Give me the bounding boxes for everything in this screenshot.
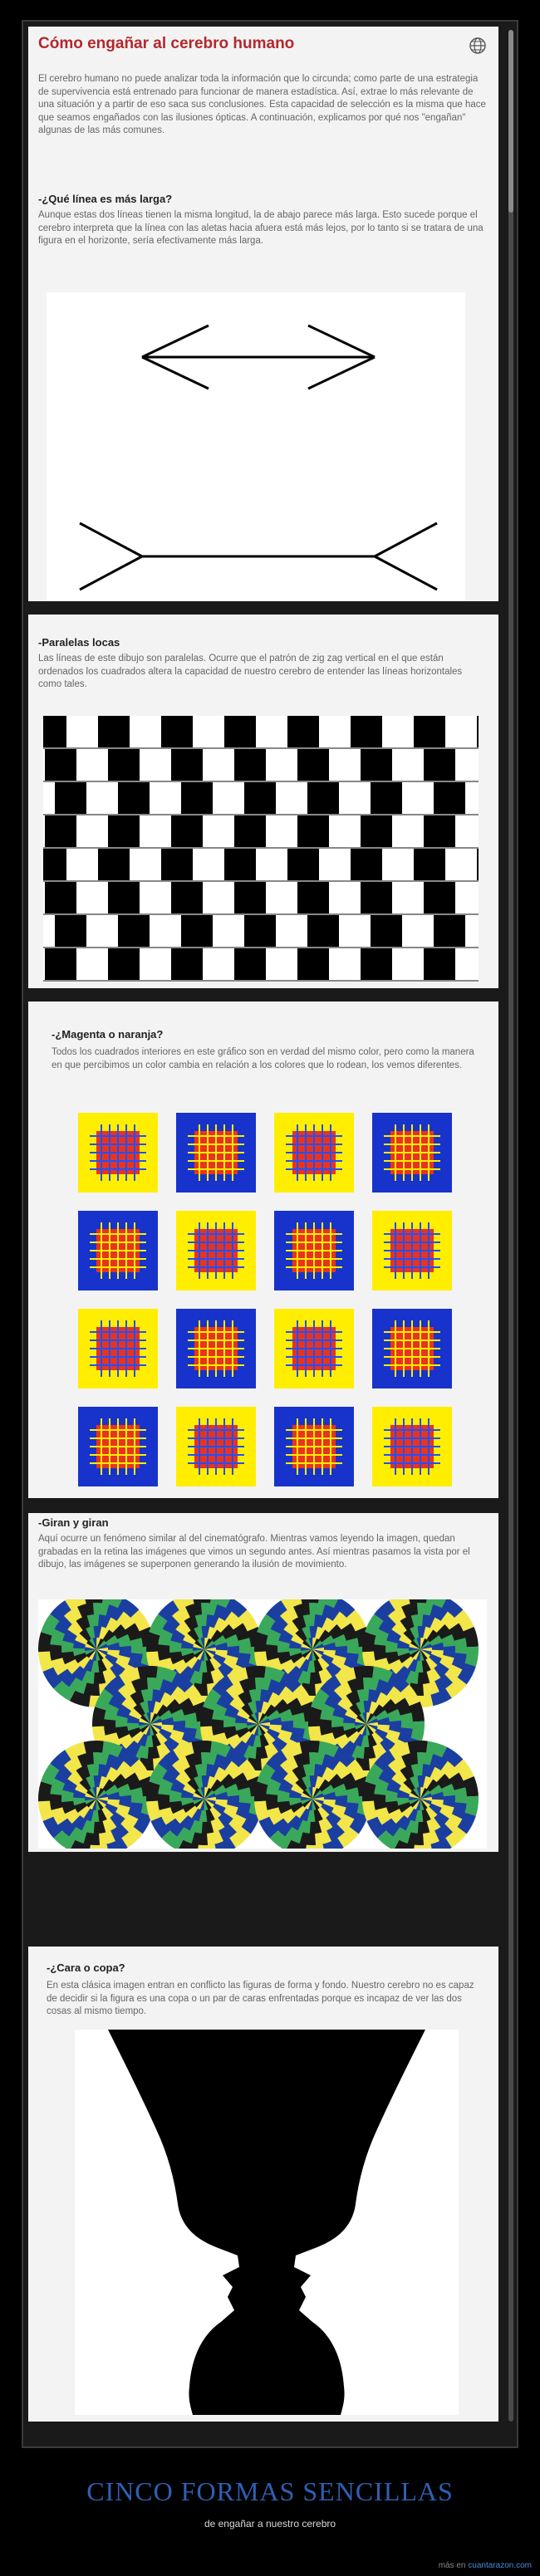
color-square (78, 1211, 158, 1290)
panel-lines (28, 27, 498, 601)
cafe-tile (424, 815, 455, 847)
color-square (176, 1407, 256, 1486)
cafe-tile (234, 882, 266, 913)
cafe-wall-illusion (43, 716, 479, 982)
section-heading-color: -¿Magenta o naranja? (52, 1028, 164, 1041)
cafe-tile (118, 782, 150, 814)
cafe-tile (108, 948, 140, 980)
panel-rubin-vase (28, 1947, 498, 2422)
cafe-tile (434, 915, 465, 947)
cafe-mortar (43, 913, 479, 915)
cafe-mortar (43, 781, 479, 782)
color-square (78, 1407, 158, 1486)
cafe-tile (45, 749, 76, 781)
cafe-tile (118, 915, 150, 947)
cafe-tile (98, 716, 130, 747)
cafe-tile (181, 782, 213, 814)
cafe-tile (287, 849, 319, 880)
section-text-rotating: Aquí ocurre un fenómeno similar al del cinematógrafo. Mientras vamos leyendo la imagen, quedan grabadas en la retina las imágenes que vimos un segundo antes. Así mientras pasamos la vista por el dibujo, las imágenes se superponen generando la ilusión de movimiento. (38, 1534, 470, 1570)
cafe-tile (297, 882, 329, 913)
cafe-mortar (43, 880, 479, 882)
article-intro: El cerebro humano no puede analizar toda la información que lo circunda; como parte de una estrategia de supervivencia está entrenado para funcionar de manera estadística. Así, extrae lo más relevante de una situación y a partir de eso saca sus conclusiones. Esta capacidad de selección es la misma que hace que seamos engañados con las ilusiones ópticas. A continuación, explicamos por qué nos "engañan" algunas de las más comunes. (38, 74, 486, 135)
cafe-tile (108, 815, 140, 847)
caption-subtitle: de engañar a nuestro cerebro (204, 2518, 336, 2529)
cafe-tile (371, 782, 402, 814)
cafe-mortar (43, 947, 479, 948)
cafe-mortar (43, 747, 479, 749)
color-square (274, 1113, 354, 1193)
cafe-tile (361, 815, 392, 847)
cafe-tile (414, 716, 445, 747)
caption-title: CINCO FORMAS SENCILLAS (86, 2476, 454, 2506)
cafe-tile (244, 915, 276, 947)
cafe-tile (171, 948, 203, 980)
cafe-tile (224, 849, 256, 880)
globe-icon[interactable] (469, 37, 487, 55)
cafe-tile (371, 915, 402, 947)
cafe-tile (171, 749, 203, 781)
cafe-tile (424, 882, 455, 913)
cafe-tile (108, 749, 140, 781)
color-square (78, 1113, 158, 1193)
color-square (176, 1113, 256, 1193)
section-heading-vase: -¿Cara o copa? (47, 1961, 125, 1974)
scrollbar-thumb[interactable] (508, 30, 513, 213)
color-square (176, 1309, 256, 1388)
cafe-tile (414, 849, 445, 880)
cafe-tile (224, 716, 256, 747)
section-text-vase: En esta clásica imagen entran en conflicto las figuras de forma y fondo. Nuestro cerebro no es capaz de decidir si la figura es una copa o un par de caras enfrentadas porque es incapaz de ver las dos cosas al mismo tiempo. (47, 1981, 474, 2016)
color-square (372, 1113, 452, 1193)
cafe-tile (171, 815, 203, 847)
cafe-tile (477, 849, 479, 880)
cafe-tile (424, 749, 455, 781)
panel-color-squares (28, 1002, 498, 1498)
cafe-tile (43, 849, 66, 880)
cafe-tile (171, 882, 203, 913)
color-square (176, 1211, 256, 1290)
cafe-tile (161, 716, 193, 747)
cafe-tile (55, 915, 86, 947)
color-square (372, 1211, 452, 1290)
footer-link[interactable]: cuantarazon.com (468, 2561, 532, 2570)
cafe-tile (43, 716, 66, 747)
color-square (78, 1309, 158, 1388)
cafe-tile (424, 948, 455, 980)
color-square (274, 1309, 354, 1388)
cafe-tile (161, 849, 193, 880)
footer-credit (439, 2561, 532, 2570)
cafe-tile (287, 716, 319, 747)
cafe-tile (234, 749, 266, 781)
cafe-tile (45, 948, 76, 980)
color-squares-grid (78, 1113, 460, 1495)
cafe-mortar (43, 814, 479, 815)
cafe-tile (361, 749, 392, 781)
panel-cafe-wall (28, 615, 498, 988)
color-square (372, 1309, 452, 1388)
cafe-tile (361, 948, 392, 980)
cafe-tile (181, 915, 213, 947)
cafe-tile (98, 849, 130, 880)
cafe-mortar (43, 980, 479, 982)
cafe-tile (45, 882, 76, 913)
color-square (372, 1407, 452, 1486)
rubin-vase-illusion (75, 2030, 459, 2415)
color-square (274, 1407, 354, 1486)
cafe-tile (351, 849, 382, 880)
section-text-color: Todos los cuadrados interiores en este gráfico son en verdad del mismo color, pero como la manera en que percibimos un color cambia en relación a los colores que lo rodean, los vemos diferentes. (52, 1047, 474, 1070)
cafe-tile (434, 782, 465, 814)
muller-lyer-illusion (47, 292, 465, 601)
article-title: Cómo engañar al cerebro humano (38, 35, 295, 52)
cafe-tile (244, 782, 276, 814)
section-heading-rotating: -Giran y giran (38, 1516, 109, 1529)
rotating-snakes-illusion (38, 1599, 487, 1849)
cafe-mortar (43, 847, 479, 849)
color-square (274, 1211, 354, 1290)
cafe-tile (297, 749, 329, 781)
cafe-tile (361, 882, 392, 913)
cafe-tile (45, 815, 76, 847)
cafe-tile (234, 815, 266, 847)
section-text-parallel: Las líneas de este dibujo son paralelas. Ocurre que el patrón de zig zag vertical en el que están ordenados los cuadrados altera la capacidad de nuestro cerebro de entender las líneas horizontales como tales. (38, 654, 463, 689)
cafe-tile (234, 948, 266, 980)
scrollbar[interactable] (508, 30, 513, 2422)
section-heading-parallel: -Paralelas locas (38, 636, 120, 649)
cafe-tile (55, 782, 86, 814)
cafe-tile (297, 948, 329, 980)
footer-prefix: más en (438, 2561, 466, 2570)
panel-rotating (28, 1513, 498, 1852)
cafe-tile (307, 782, 339, 814)
cafe-tile (351, 716, 382, 747)
section-text-lines: Aunque estas dos líneas tienen la misma longitud, la de abajo parece más larga. Esto sucede porque el cerebro interpreta que la línea con las aletas hacia afuera está más lejos, por lo tanto si se tratara de una figura en el horizonte, sería efectivamente más larga. (38, 210, 484, 246)
cafe-tile (297, 815, 329, 847)
cafe-tile (108, 882, 140, 913)
section-heading-lines: -¿Qué línea es más larga? (38, 193, 173, 205)
cafe-tile (477, 716, 479, 747)
cafe-tile (307, 915, 339, 947)
